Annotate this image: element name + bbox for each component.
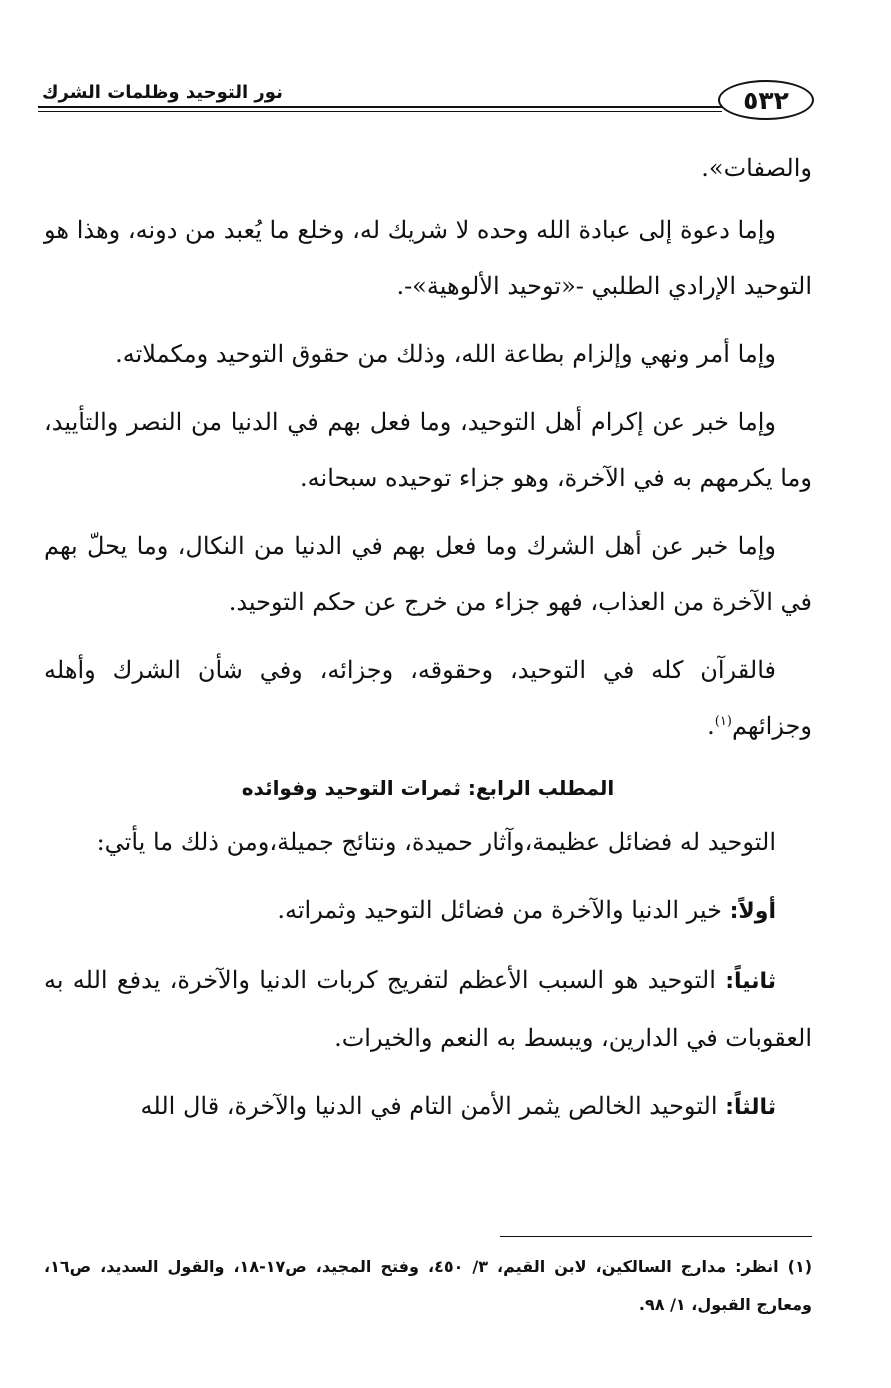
- footnote-ref: (١): [714, 714, 732, 729]
- paragraph: [44, 642, 812, 754]
- paragraph-end: .: [707, 712, 715, 740]
- footnote: (١) انظر: مدارج السالكين، لابن القيم، ٣/ ٤٥٠، وفتح المجيد، ص١٧-١٨، والقول السديد، ص١٦، ومعارج القبول، ١/ ٩٨.: [44, 1257, 813, 1314]
- header-rule: [38, 106, 722, 108]
- list-item-text: التوحيد هو السبب الأعظم لتفريج كربات الدنيا والآخرة، يدفع الله به العقوبات في الدارين، ويبسط به النعم والخيرات.: [44, 966, 812, 1052]
- list-item-lead: ثانياً:: [725, 969, 777, 994]
- page-header: [38, 74, 814, 124]
- list-item-text: التوحيد الخالص يثمر الأمن التام في الدنيا والآخرة، قال الله: [140, 1092, 726, 1120]
- list-item-text: خير الدنيا والآخرة من فضائل التوحيد وثمراته.: [277, 896, 730, 924]
- paragraph: وإما أمر ونهي وإلزام بطاعة الله، وذلك من حقوق التوحيد ومكملاته.: [115, 340, 776, 368]
- paragraph-text: فالقرآن كله في التوحيد، وحقوقه، وجزائه، وفي شأن الشرك وأهله وجزائهم: [44, 656, 812, 740]
- paragraph-continuation: والصفات».: [701, 154, 812, 182]
- page-number: ٥٣٢: [718, 80, 814, 120]
- main-text: [44, 140, 812, 1148]
- section-heading: المطلب الرابع: ثمرات التوحيد وفوائده: [241, 776, 615, 800]
- paragraph: وإما خبر عن أهل الشرك وما فعل بهم في الدنيا من النكال، وما يحلّ بهم في الآخرة من العذاب، فهو جزاء من خرج عن حكم التوحيد.: [44, 532, 812, 616]
- paragraph: وإما خبر عن إكرام أهل التوحيد، وما فعل بهم في الدنيا من النصر والتأييد، وما يكرمهم به في الآخرة، وهو جزاء توحيده سبحانه.: [44, 408, 812, 492]
- header-rule-thin: [38, 111, 722, 112]
- paragraph: التوحيد له فضائل عظيمة،وآثار حميدة، ونتائج جميلة،ومن ذلك ما يأتي:: [96, 828, 776, 856]
- footnote-separator: [500, 1236, 812, 1237]
- list-item: [44, 882, 812, 940]
- list-item-lead: أولاً:: [729, 899, 776, 924]
- running-title: نور التوحيد وظلمات الشرك: [42, 82, 283, 103]
- list-item-lead: ثالثاً:: [725, 1095, 776, 1120]
- list-item: [44, 1078, 812, 1136]
- paragraph: وإما دعوة إلى عبادة الله وحده لا شريك له، وخلع ما يُعبد من دونه، وهذا هو التوحيد الإرادي الطلبي -«توحيد الألوهية»-.: [44, 216, 812, 300]
- list-item: [44, 952, 812, 1066]
